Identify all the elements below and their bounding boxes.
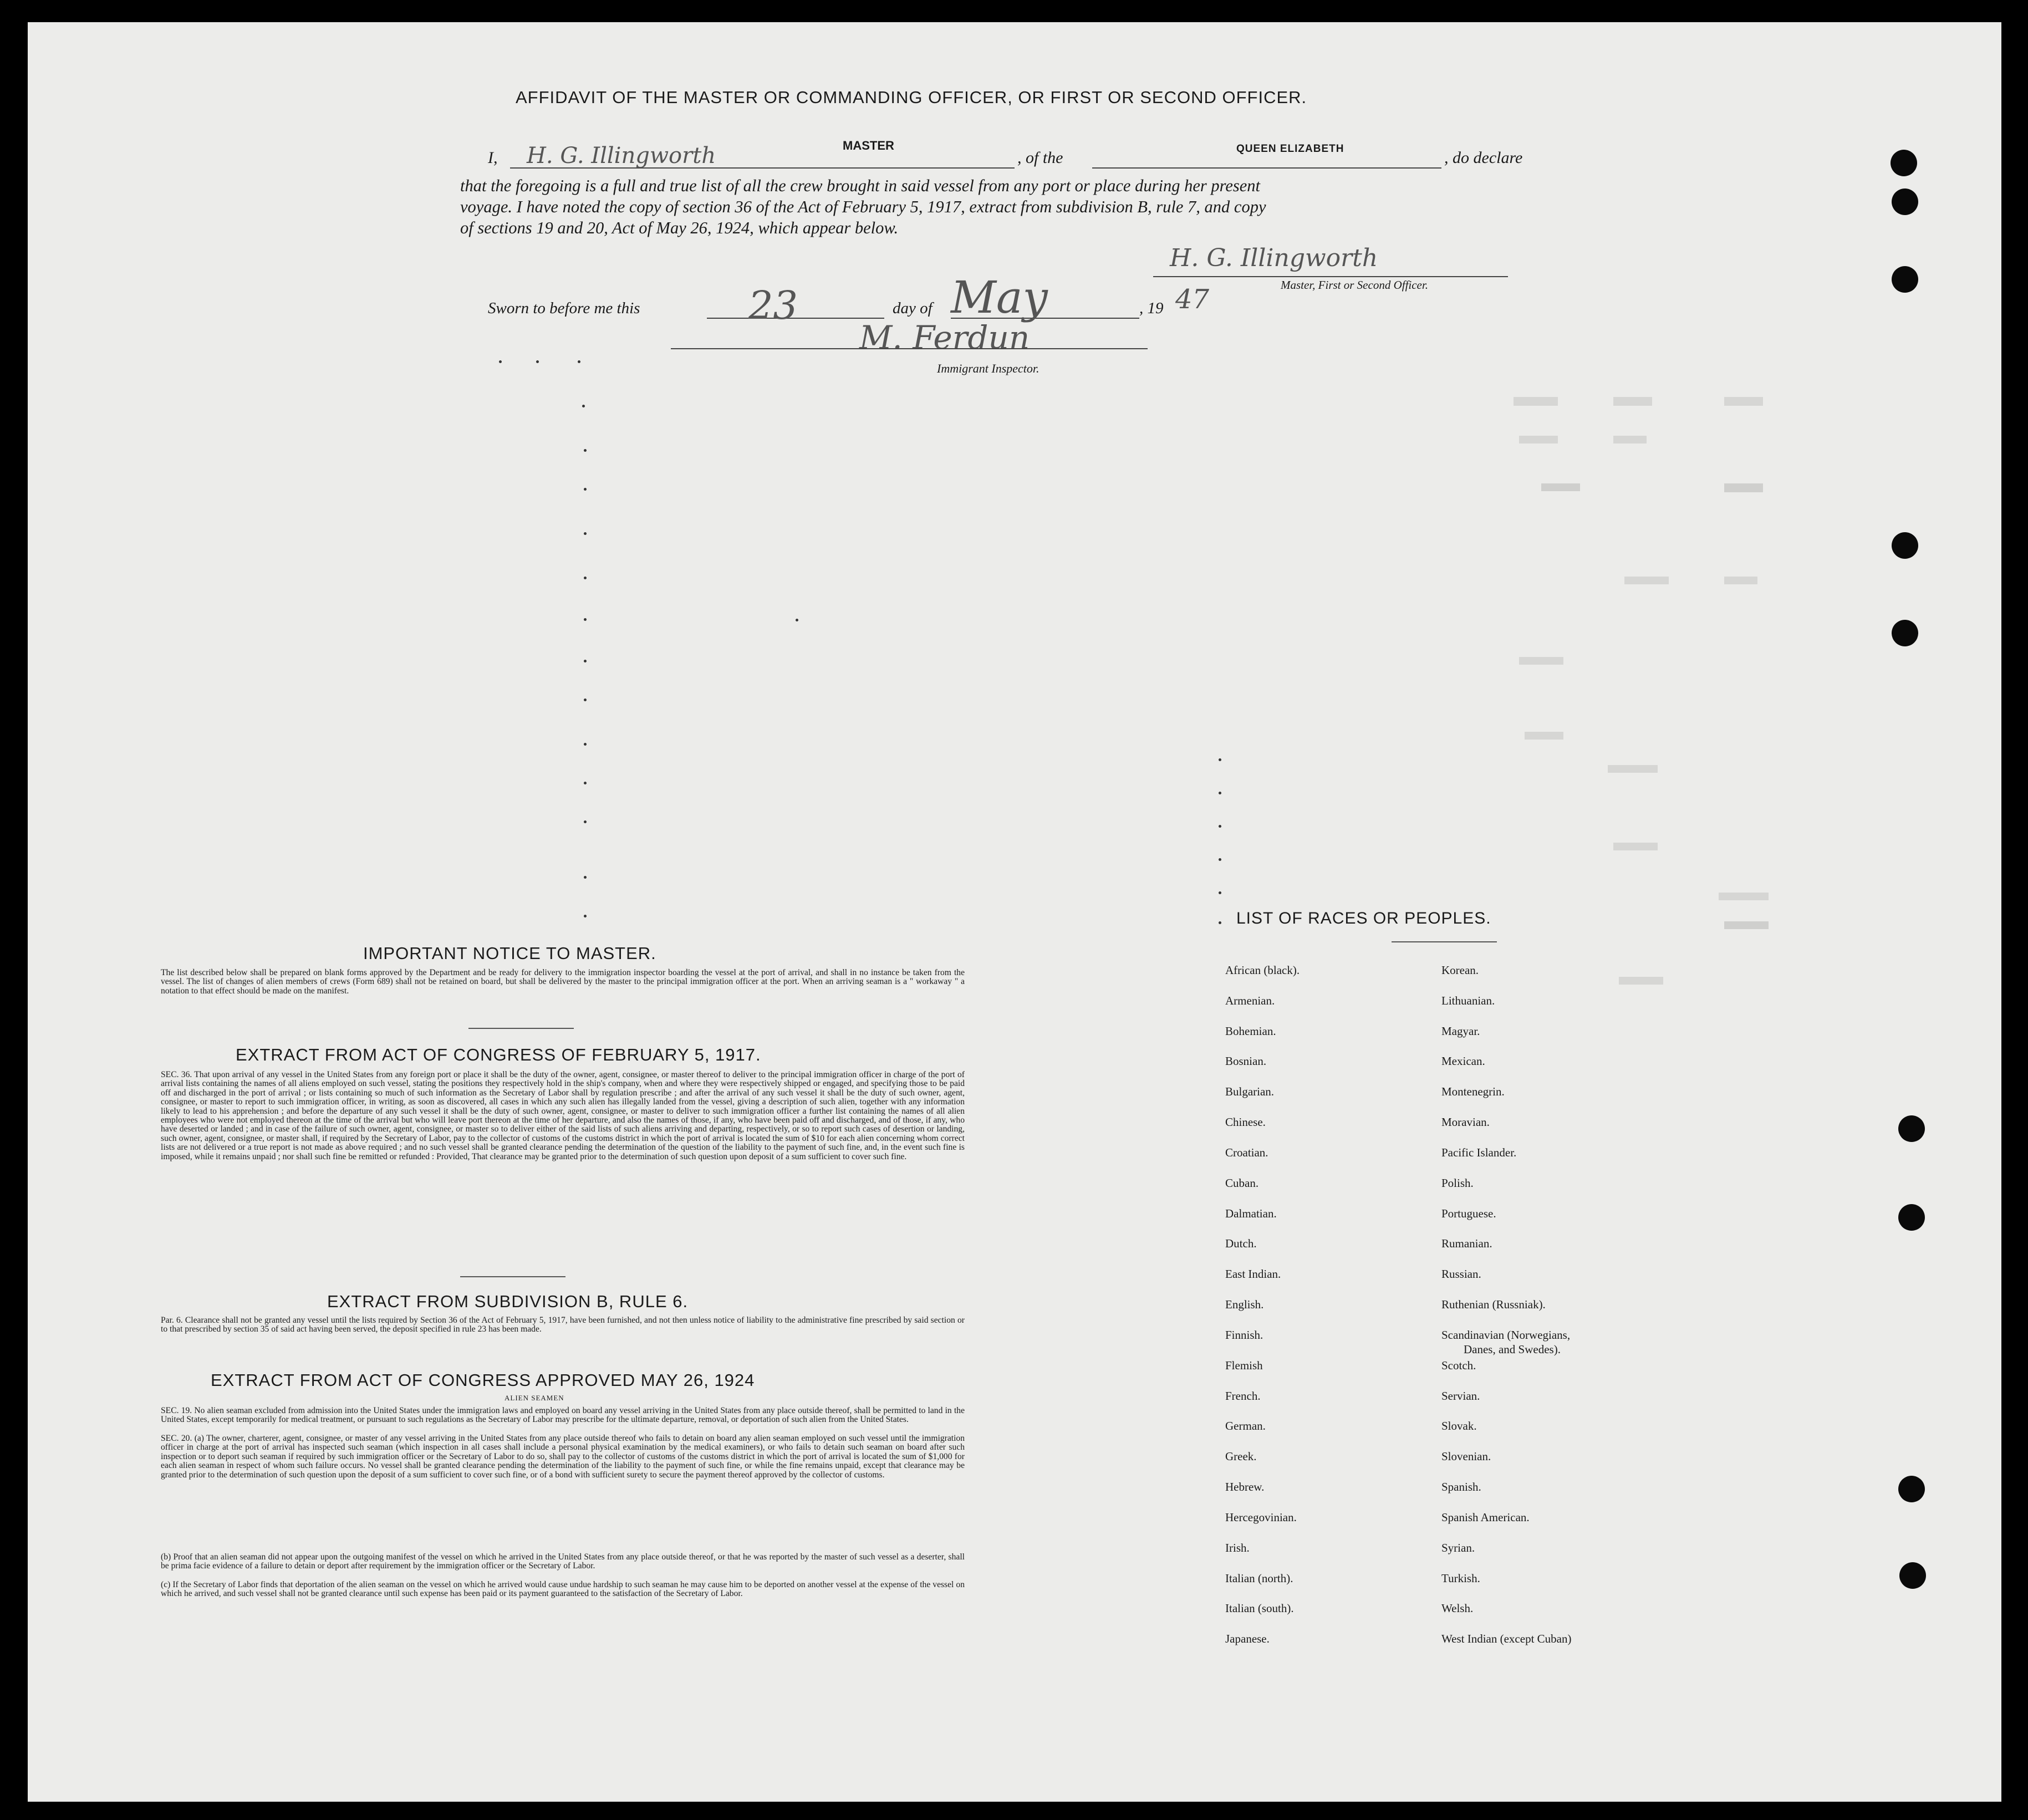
rule-6-body: Par. 6. Clearance shall not be granted any vessel until the lists required by Section 36 of the Act of February 5, 1917, have been furnished, and not then unless notice of liability to the administrative fine prescribed by said section or to that prescribed by section 35 of said act having been served, the deposit specified in rule 23 has been made. bbox=[161, 1316, 965, 1334]
role-label: MASTER bbox=[843, 139, 894, 152]
master-signature: H. G. Illingworth bbox=[1170, 244, 1378, 272]
master-name-signature: H. G. Illingworth bbox=[527, 143, 716, 169]
race-item: Bosnian. bbox=[1225, 1054, 1267, 1068]
year-prefix: , 19 bbox=[1139, 299, 1164, 317]
race-item: Scandinavian (Norwegians, bbox=[1441, 1328, 1571, 1342]
do-declare-label: , do declare bbox=[1444, 149, 1523, 167]
race-item: Portuguese. bbox=[1441, 1207, 1496, 1220]
race-item: Irish. bbox=[1225, 1541, 1250, 1554]
race-item: Lithuanian. bbox=[1441, 994, 1495, 1007]
race-item: Bohemian. bbox=[1225, 1024, 1276, 1038]
sworn-year: 47 bbox=[1175, 284, 1210, 315]
i-label: I, bbox=[488, 149, 498, 167]
act-1924-sec20b: (b) Proof that an alien seaman did not appear upon the outgoing manifest of the vessel on which he arrived in the United States from any place outside thereof, or that he was reported by the master of such vessel as a deserter, shall be prima facie evidence of a failure to detain or deport after requirement by the immigration officer or the Secretary of Labor. bbox=[161, 1552, 965, 1571]
race-item: Slovak. bbox=[1441, 1419, 1477, 1432]
race-item: Japanese. bbox=[1225, 1632, 1270, 1645]
race-item: Italian (north). bbox=[1225, 1572, 1293, 1585]
race-item: Hercegovinian. bbox=[1225, 1511, 1297, 1524]
race-item: Dalmatian. bbox=[1225, 1207, 1277, 1220]
race-item: Slovenian. bbox=[1441, 1450, 1491, 1463]
race-item: West Indian (except Cuban) bbox=[1441, 1632, 1572, 1645]
race-item: French. bbox=[1225, 1389, 1261, 1403]
race-item: Hebrew. bbox=[1225, 1480, 1265, 1493]
act-1924-subtitle: ALIEN SEAMEN bbox=[505, 1394, 564, 1402]
race-item: German. bbox=[1225, 1419, 1266, 1432]
affidavit-title: AFFIDAVIT OF THE MASTER OR COMMANDING OFFICER, OR FIRST OR SECOND OFFICER. bbox=[516, 88, 1307, 107]
race-item: East Indian. bbox=[1225, 1267, 1281, 1281]
race-item: Spanish American. bbox=[1441, 1511, 1530, 1524]
race-item: Finnish. bbox=[1225, 1328, 1263, 1342]
race-item: Turkish. bbox=[1441, 1572, 1480, 1585]
of-the-label: , of the bbox=[1017, 149, 1063, 167]
sworn-day: 23 bbox=[748, 283, 798, 328]
act-1917-body: SEC. 36. That upon arrival of any vessel in the United States from any foreign port or place it shall be the duty of the owner, agent, consignee, or master thereof to deliver to the principal immigration officer in charge of the port of arrival lists containing the names of all aliens employed on such vessel, stating the positions they respectively hold in the ship's company, when and where they were respectively shipped or engaged, and specifying those to be paid off and discharged in the port of arrival ; or lists containing so much of such information as the Secretary of Labor shall by regulation prescribe ; and after the arrival of any such vessel it shall be the duty of such owner, agent, consignee, or master to report to such immigration officer, in writing, as soon as discovered, all cases in which any such alien has illegally landed from the vessel, giving a description of such alien, together with any information likely to lead to his apprehension ; and before the departure of any such vessel it shall be the duty of such owner, agent, consignee, or master to deliver to such immigration officer a further list containing the names of all alien employees who were not employed thereon at the time of the arrival but who will leave port thereon at the time of her departure, and also the names of those, if any, who have been paid off and discharged, and of those, if any, who have deserted or landed ; and in case of the failure of such owner, agent, consignee, or master so to deliver either of the said lists of such aliens arriving and departing, respectively, or so to report such cases of desertion or landing, such owner, agent, consignee, or master shall, if required by the Secretary of Labor, pay to the collector of customs of the customs district in which the port of arrival is located the sum of $10 for each alien concerning whom correct lists are not delivered or a true report is not made as above required ; and no such vessel shall be granted clearance pending the determination of the question of the liability to the payment of such fine, and, in the event such fine is imposed, while it remains unpaid ; nor shall such fine be remitted or refunded : Provided, That clearance may be granted prior to the determination of such question upon deposit of a sum sufficient to cover such fine. bbox=[161, 1070, 965, 1161]
race-item: Dutch. bbox=[1225, 1237, 1257, 1250]
race-item: Korean. bbox=[1441, 963, 1479, 977]
signature-caption: Master, First or Second Officer. bbox=[1281, 278, 1428, 292]
race-item: Magyar. bbox=[1441, 1024, 1480, 1038]
inspector-caption: Immigrant Inspector. bbox=[937, 361, 1040, 375]
sworn-month: May bbox=[951, 272, 1048, 323]
race-item: Spanish. bbox=[1441, 1480, 1481, 1493]
race-item: Rumanian. bbox=[1441, 1237, 1492, 1250]
race-item: Croatian. bbox=[1225, 1146, 1268, 1159]
race-item: English. bbox=[1225, 1298, 1264, 1311]
act-1917-title: EXTRACT FROM ACT OF CONGRESS OF FEBRUARY 5, 1917. bbox=[236, 1045, 761, 1064]
race-item: Mexican. bbox=[1441, 1054, 1485, 1068]
race-item: Pacific Islander. bbox=[1441, 1146, 1517, 1159]
race-item: Greek. bbox=[1225, 1450, 1257, 1463]
race-item: Russian. bbox=[1441, 1267, 1481, 1281]
race-item: Bulgarian. bbox=[1225, 1085, 1275, 1098]
race-item: Servian. bbox=[1441, 1389, 1480, 1403]
declaration-line-4: of sections 19 and 20, Act of May 26, 1924, which appear below. bbox=[460, 218, 899, 237]
notice-body: The list described below shall be prepared on blank forms approved by the Department and be ready for delivery to the immigration inspector boarding the vessel at the port of arrival, and shall in no instance be taken from the vessel. The list of changes of alien members of crews (Form 689) shall not be retained on board, but shall be delivered by the master to the principal immigration officer at the port. When an arriving seaman is a " workaway " a notation to that effect should be made on the manifest. bbox=[161, 968, 965, 996]
race-item: Scotch. bbox=[1441, 1359, 1476, 1372]
act-1924-sec20c: (c) If the Secretary of Labor finds that deportation of the alien seaman on the vessel on which he arrived would cause undue hardship to such seaman he may cause him to be deported on another vessel at the expense of the vessel on which he arrived, and such vessel shall not be granted clearance until such expense has been paid or its payment guaranteed to the satisfaction of the Secretary of Labor. bbox=[161, 1580, 965, 1599]
vessel-name: QUEEN ELIZABETH bbox=[1236, 143, 1344, 155]
race-item: Syrian. bbox=[1441, 1541, 1475, 1554]
act-1924-title: EXTRACT FROM ACT OF CONGRESS APPROVED MAY 26, 1924 bbox=[211, 1370, 755, 1390]
inspector-signature: M. Ferdun bbox=[859, 319, 1030, 356]
race-item: Cuban. bbox=[1225, 1176, 1259, 1190]
notice-title: IMPORTANT NOTICE TO MASTER. bbox=[363, 944, 656, 963]
rule-6-title: EXTRACT FROM SUBDIVISION B, RULE 6. bbox=[327, 1292, 689, 1311]
race-item: Chinese. bbox=[1225, 1115, 1266, 1129]
act-1924-sec19: SEC. 19. No alien seaman excluded from admission into the United States under the immigration laws and employed on board any vessel arriving in the United States from any place outside thereof, shall be permitted to land in the United States, except temporarily for medical treatment, or pursuant to such regulations as the Secretary of Labor may prescribe for the ultimate departure, removal, or deportation of such alien from the United States. bbox=[161, 1406, 965, 1425]
race-item-continuation: Danes, and Swedes). bbox=[1464, 1343, 1561, 1356]
race-item: Armenian. bbox=[1225, 994, 1275, 1007]
act-1924-sec20a: SEC. 20. (a) The owner, charterer, agent, consignee, or master of any vessel arriving in the United States from any place outside thereof who fails to detain on board any alien seaman employed on such vessel until the immigration officer in charge at the port of arrival has inspected such seaman (which inspection in all cases shall include a personal physical examination by the medical examiners), or who fails to detain such seaman on board after such inspection or to deport such seaman if required by such immigration officer or the Secretary of Labor to do so, shall pay to the collector of customs of the customs district in which the port of arrival is located the sum of $1,000 for each alien seaman in respect of whom such failure occurs. No vessel shall be granted clearance pending the determination of the liability to the payment of such fine, or while the fine remains unpaid, except that clearance may be granted prior to the determination of such question upon the deposit of a sum sufficient to cover such fine, or of a bond with sufficient surety to secure the payment thereof approved by the collector of customs. bbox=[161, 1434, 965, 1480]
race-item: Italian (south). bbox=[1225, 1602, 1294, 1615]
race-item: Flemish bbox=[1225, 1359, 1263, 1372]
race-item: Moravian. bbox=[1441, 1115, 1490, 1129]
race-item: Polish. bbox=[1441, 1176, 1474, 1190]
declaration-line-2: that the foregoing is a full and true list of all the crew brought in said vessel from any port or place during her present bbox=[460, 176, 1261, 195]
declaration-line-3: voyage. I have noted the copy of section 36 of the Act of February 5, 1917, extract from subdivision B, rule 7, and copy bbox=[460, 197, 1266, 216]
races-title: LIST OF RACES OR PEOPLES. bbox=[1236, 909, 1491, 927]
race-item: Welsh. bbox=[1441, 1602, 1474, 1615]
race-item: African (black). bbox=[1225, 963, 1300, 977]
race-item: Ruthenian (Russniak). bbox=[1441, 1298, 1546, 1311]
day-of-label: day of bbox=[893, 299, 933, 317]
document-page bbox=[28, 22, 2001, 1802]
sworn-label: Sworn to before me this bbox=[488, 299, 640, 317]
race-item: Montenegrin. bbox=[1441, 1085, 1505, 1098]
